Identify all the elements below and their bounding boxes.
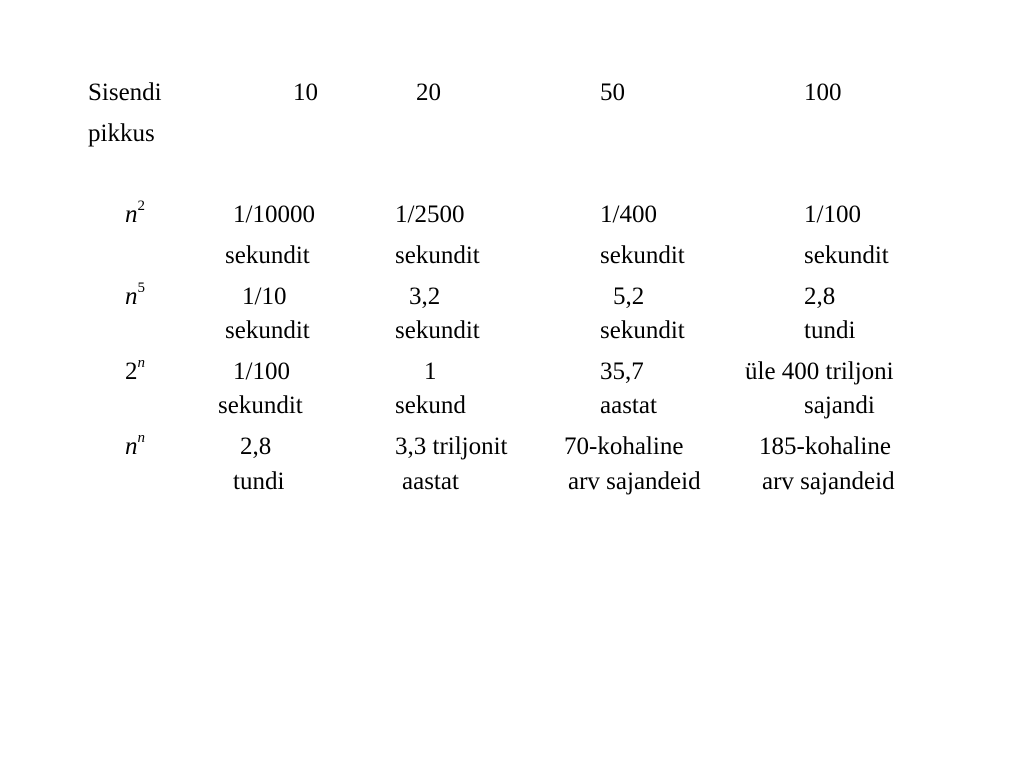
size-header-100: 100 [804, 79, 842, 106]
input-length-label-line2: pikkus [88, 120, 155, 147]
cell-unit: sekundit [395, 317, 480, 344]
cell-value: 3,2 [409, 283, 441, 310]
function-exponent: n [137, 354, 145, 371]
cell-value: 185-kohaline [759, 433, 891, 460]
cell-value: 1 [424, 358, 437, 385]
cell-value: 35,7 [600, 358, 644, 385]
cell-unit: tundi [804, 317, 856, 344]
function-exponent: 5 [137, 279, 145, 296]
size-header-10: 10 [293, 79, 318, 106]
cell-value: 2,8 [804, 283, 836, 310]
size-header-50: 50 [600, 79, 625, 106]
cell-value: 5,2 [613, 283, 645, 310]
function-label-n5 [125, 279, 145, 312]
cell-unit: sekund [395, 392, 466, 419]
function-label-n2 [125, 197, 145, 230]
cell-unit: sekundit [600, 242, 685, 269]
cell-value: 1/100 [804, 201, 861, 228]
function-base: n [125, 433, 138, 460]
cell-unit: sekundit [600, 317, 685, 344]
size-header-20: 20 [416, 79, 441, 106]
function-label-2n [125, 354, 145, 387]
function-base: n [125, 283, 138, 310]
cell-unit: sekundit [395, 242, 480, 269]
cell-unit: sajandi [804, 392, 875, 419]
cell-value: 1/10000 [233, 201, 315, 228]
function-base: n [125, 201, 138, 228]
cell-unit: sekundit [225, 242, 310, 269]
cell-value: 1/2500 [395, 201, 465, 228]
cell-value: 1/100 [233, 358, 290, 385]
cell-value: 3,3 triljonit [395, 433, 508, 460]
cell-unit: aastat [600, 392, 657, 419]
function-base: 2 [125, 358, 138, 385]
input-length-label: Sisendi [88, 79, 162, 106]
cell-value: 70-kohaline [564, 433, 684, 460]
cell-value: 2,8 [240, 433, 272, 460]
function-label-nn [125, 429, 145, 462]
cell-value: üle 400 triljoni [745, 358, 894, 385]
cell-unit: sekundit [218, 392, 303, 419]
cell-unit: arv sajandeid [568, 468, 701, 495]
cell-value: 1/10 [242, 283, 287, 310]
cell-unit: arv sajandeid [762, 468, 895, 495]
cell-unit: aastat [402, 468, 459, 495]
cell-unit: sekundit [804, 242, 889, 269]
function-exponent: 2 [137, 197, 145, 214]
cell-unit: sekundit [225, 317, 310, 344]
cell-unit: tundi [233, 468, 285, 495]
cell-value: 1/400 [600, 201, 657, 228]
function-exponent: n [137, 429, 145, 446]
